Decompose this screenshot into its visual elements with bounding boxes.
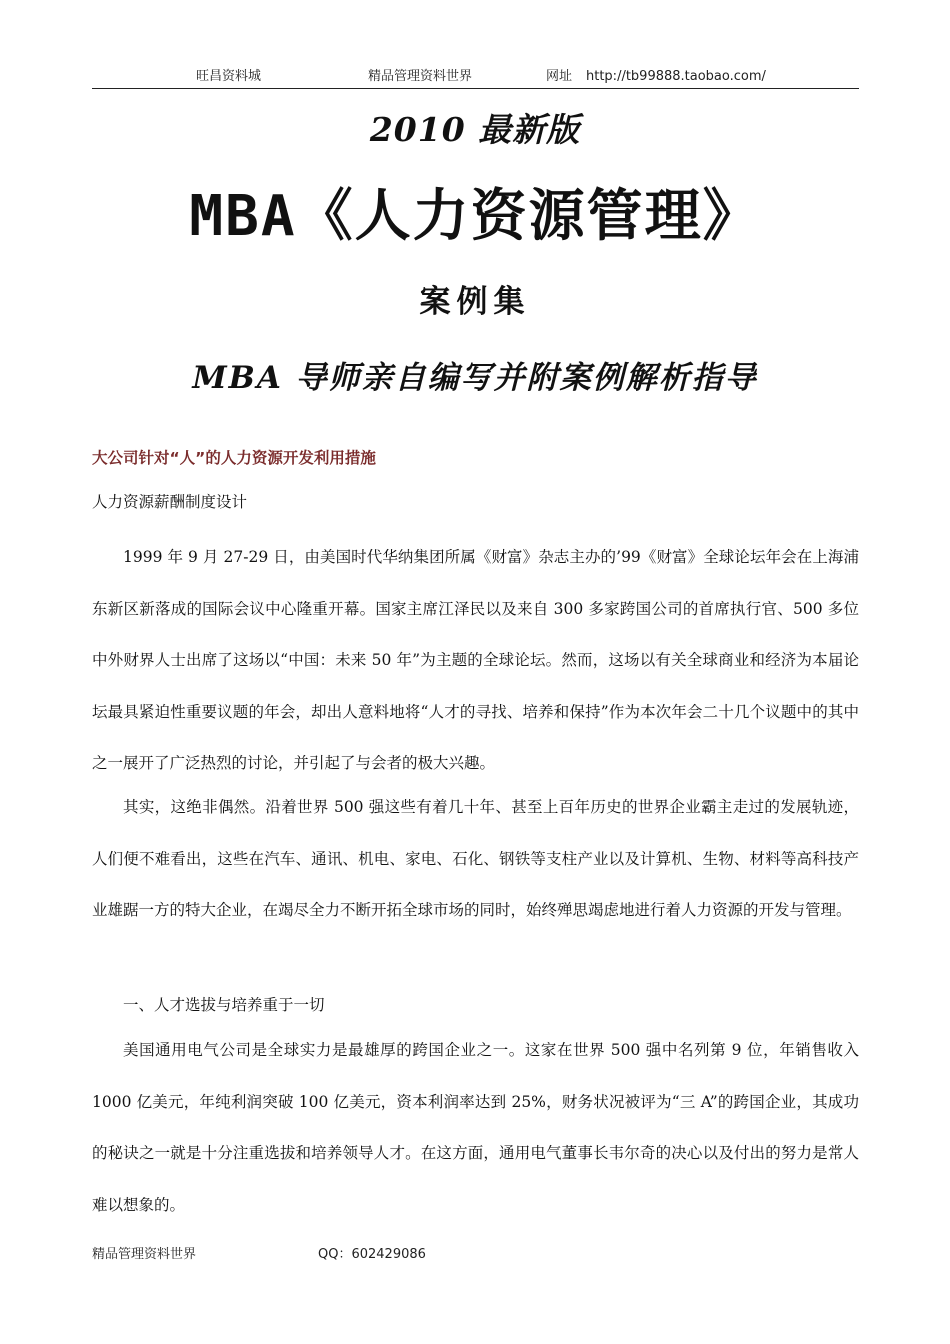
page-footer (92, 1246, 859, 1266)
header-world-name: 精品管理资料世界 (368, 69, 473, 84)
subtitle: 案例集 (419, 284, 531, 320)
paragraph-4-text: 美国通用电气公司是全球实力是最雄厚的跨国企业之一。这家在世界 500 强中名列第 9 位，年销售收入 1000 亿美元，年纯利润突破 100 亿美元，资本利润率达到 25%，财务状况被评为“三 A”的跨国企业，其成功的秘诀之一就是十分注重选拔和培养领导人才。在这方面，通用电气董事长韦尔奇的决心以及付出的努力是常人难以想象的。 (92, 1041, 859, 1214)
edition-title: 2010 最新版 (369, 110, 581, 149)
paragraph-2-text: 其实，这绝非偶然。沿着世界 500 强这些有着几十年、甚至上百年历史的世界企业霸主走过的发展轨迹，人们便不难看出，这些在汽车、通讯、机电、家电、石化、钢铁等支柱产业以及计算机、生物、材料等高科技产业雄踞一方的特大企业，在竭尽全力不断开拓全球市场的同时，始终殚思竭虑地进行着人力资源的开发与管理。 (92, 798, 859, 919)
paragraph-1-text: 1999 年 9 月 27-29 日，由美国时代华纳集团所属《财富》杂志主办的’99《财富》全球论坛年会在上海浦东新区新落成的国际会议中心隆重开幕。国家主席江泽民以及来自 300 多家跨国公司的首席执行官、500 多位中外财界人士出席了这场以“中国：未来 50 年”为主题的全球论坛。然而，这场以有关全球商业和经济为本届论坛最具紧迫性重要议题的年会，却出人意料地将“人才的寻找、培养和保持”作为本次年会二十几个议题中的其中之一展开了广泛热烈的讨论，并引起了与会者的极大兴趣。 (92, 548, 859, 772)
section-heading: 大公司针对“人”的人力资源开发利用措施 (92, 449, 376, 467)
paragraph-4 (92, 1025, 859, 1231)
tagline: MBA 导师亲自编写并附案例解析指导 (192, 360, 758, 396)
footer-qq: QQ：602429086 (318, 1247, 426, 1262)
paragraph-2 (92, 782, 859, 937)
paragraph-3 (92, 980, 859, 1032)
main-title: MBA《人力资源管理》 (189, 184, 761, 249)
page-header (92, 68, 859, 89)
footer-world-name: 精品管理资料世界 (92, 1247, 197, 1262)
paragraph-3-text: 一、人才选拔与培养重于一切 (123, 996, 325, 1014)
header-shop-name: 旺昌资料城 (196, 69, 262, 84)
subheading: 人力资源薪酬制度设计 (92, 493, 248, 511)
header-url-label: 网址 (546, 69, 573, 84)
header-url-link[interactable]: http://tb99888.taobao.com/ (586, 69, 766, 84)
paragraph-1 (92, 532, 859, 790)
